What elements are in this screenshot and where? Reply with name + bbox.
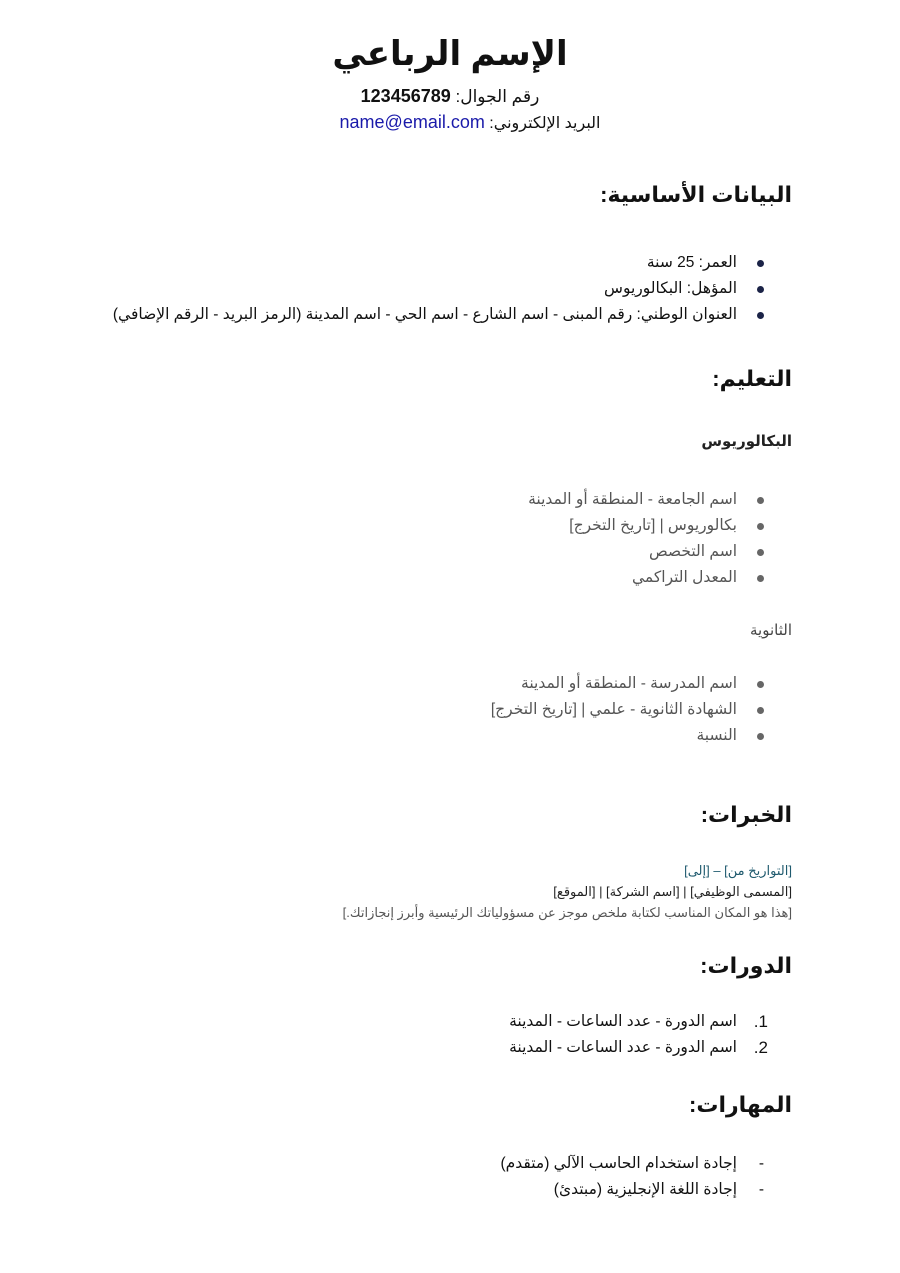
list-item: المؤهل: البكالوريوس bbox=[113, 276, 792, 302]
list-item: الشهادة الثانوية - علمي | [تاريخ التخرج] bbox=[491, 697, 792, 723]
courses-list bbox=[509, 1009, 792, 1061]
experience-description: [هذا هو المكان المناسب لكتابة ملخص موجز عن مسؤولياتك الرئيسية وأبرز إنجازاتك.] bbox=[342, 905, 792, 920]
skills-title: المهارات: bbox=[689, 1092, 792, 1117]
bachelor-title: البكالوريوس bbox=[701, 433, 792, 450]
list-item: بكالوريوس | [تاريخ التخرج] bbox=[528, 513, 792, 539]
phone-number: 123456789 bbox=[360, 86, 451, 106]
experience-role: [المسمى الوظيفي] | [اسم الشركة] | [الموقع] bbox=[553, 884, 792, 899]
bachelor-list bbox=[528, 487, 792, 591]
resume-header bbox=[0, 28, 900, 135]
list-item: اسم المدرسة - المنطقة أو المدينة bbox=[491, 671, 792, 697]
item-number: 1. bbox=[753, 1012, 768, 1031]
list-item: العنوان الوطني: رقم المبنى - اسم الشارع - اسم الحي - اسم المدينة (الرمز البريد - الرقم الإضافي) bbox=[113, 302, 792, 328]
email-link[interactable]: name@email.com bbox=[339, 112, 485, 132]
list-item bbox=[509, 1009, 792, 1035]
course-text: اسم الدورة - عدد الساعات - المدينة bbox=[509, 1013, 737, 1030]
list-item bbox=[509, 1035, 792, 1061]
list-item: النسبة bbox=[491, 723, 792, 749]
email-label: البريد الإلكتروني: bbox=[489, 115, 601, 132]
experience-title: الخبرات: bbox=[700, 802, 792, 827]
list-item: اسم الجامعة - المنطقة أو المدينة bbox=[528, 487, 792, 513]
list-item: العمر: 25 سنة bbox=[113, 250, 792, 276]
secondary-title: الثانوية bbox=[750, 622, 792, 639]
skills-list bbox=[500, 1151, 792, 1203]
basic-data-list bbox=[113, 250, 792, 328]
list-item: - إجادة استخدام الحاسب الآلي (متقدم) bbox=[500, 1151, 792, 1177]
course-text: اسم الدورة - عدد الساعات - المدينة bbox=[509, 1039, 737, 1056]
full-name: الإسم الرباعي bbox=[332, 35, 568, 73]
experience-entry bbox=[343, 860, 792, 923]
email-line bbox=[0, 111, 900, 135]
item-number: 2. bbox=[753, 1038, 768, 1057]
phone-label: رقم الجوال: bbox=[455, 87, 540, 106]
basic-data-title: البيانات الأساسية: bbox=[600, 182, 792, 207]
secondary-list bbox=[491, 671, 792, 749]
list-item: المعدل التراكمي bbox=[528, 565, 792, 591]
education-title: التعليم: bbox=[712, 366, 792, 391]
phone-line bbox=[0, 84, 900, 109]
list-item: اسم التخصص bbox=[528, 539, 792, 565]
list-item: - إجادة اللغة الإنجليزية (مبتدئ) bbox=[500, 1177, 792, 1203]
experience-dates: [التواريخ من] – [إلى] bbox=[684, 863, 792, 878]
courses-title: الدورات: bbox=[700, 953, 792, 978]
